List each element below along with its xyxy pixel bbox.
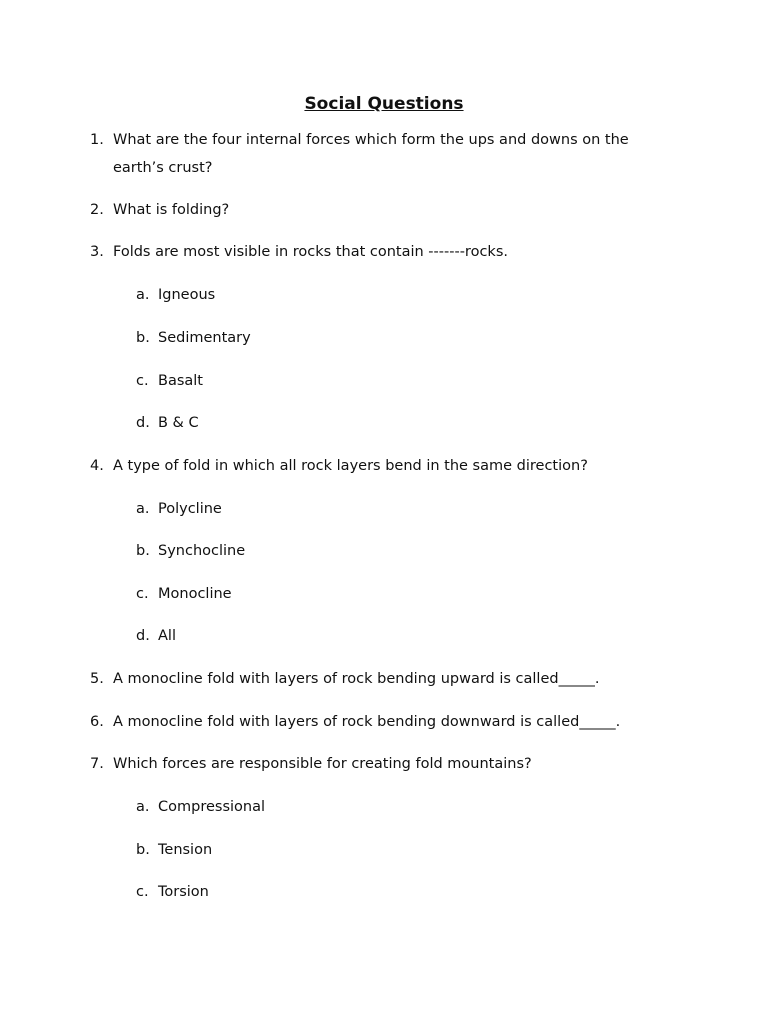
- option-text: Tension: [158, 842, 213, 858]
- question-number: 5.: [90, 671, 104, 687]
- option-letter: b.: [136, 543, 150, 559]
- option-letter: b.: [136, 842, 150, 858]
- option-letter: d.: [136, 628, 150, 644]
- option-letter: a.: [136, 501, 150, 517]
- option-text: Basalt: [158, 373, 203, 389]
- question-text: What are the four internal forces which form the ups and downs on the: [113, 132, 629, 148]
- option-letter: d.: [136, 415, 150, 431]
- question-text: earth’s crust?: [113, 160, 213, 176]
- question-number: 4.: [90, 458, 104, 474]
- option-letter: c.: [136, 373, 149, 389]
- question-text: Which forces are responsible for creating fold mountains?: [113, 756, 532, 772]
- question-text: A monocline fold with layers of rock bending upward is called_____.: [113, 671, 600, 687]
- option-text: Monocline: [158, 586, 232, 602]
- option-text: Sedimentary: [158, 330, 251, 346]
- option-letter: b.: [136, 330, 150, 346]
- option-letter: a.: [136, 287, 150, 303]
- question-number: 3.: [90, 244, 104, 260]
- page-title: Social Questions: [304, 94, 464, 114]
- option-text: All: [158, 628, 176, 644]
- option-text: Polycline: [158, 501, 222, 517]
- option-letter: a.: [136, 799, 150, 815]
- question-number: 7.: [90, 756, 104, 772]
- option-text: Igneous: [158, 287, 216, 303]
- option-text: Synchocline: [158, 543, 246, 559]
- option-letter: c.: [136, 586, 149, 602]
- question-text: A monocline fold with layers of rock bending downward is called_____.: [113, 714, 621, 730]
- question-text: A type of fold in which all rock layers bend in the same direction?: [113, 458, 588, 474]
- question-number: 6.: [90, 714, 104, 730]
- question-text: What is folding?: [113, 202, 230, 218]
- option-letter: c.: [136, 884, 149, 900]
- question-text: Folds are most visible in rocks that contain -------rocks.: [113, 244, 508, 260]
- option-text: Compressional: [158, 799, 266, 815]
- question-number: 2.: [90, 202, 104, 218]
- option-text: Torsion: [158, 884, 209, 900]
- question-number: 1.: [90, 132, 104, 148]
- option-text: B & C: [158, 415, 199, 431]
